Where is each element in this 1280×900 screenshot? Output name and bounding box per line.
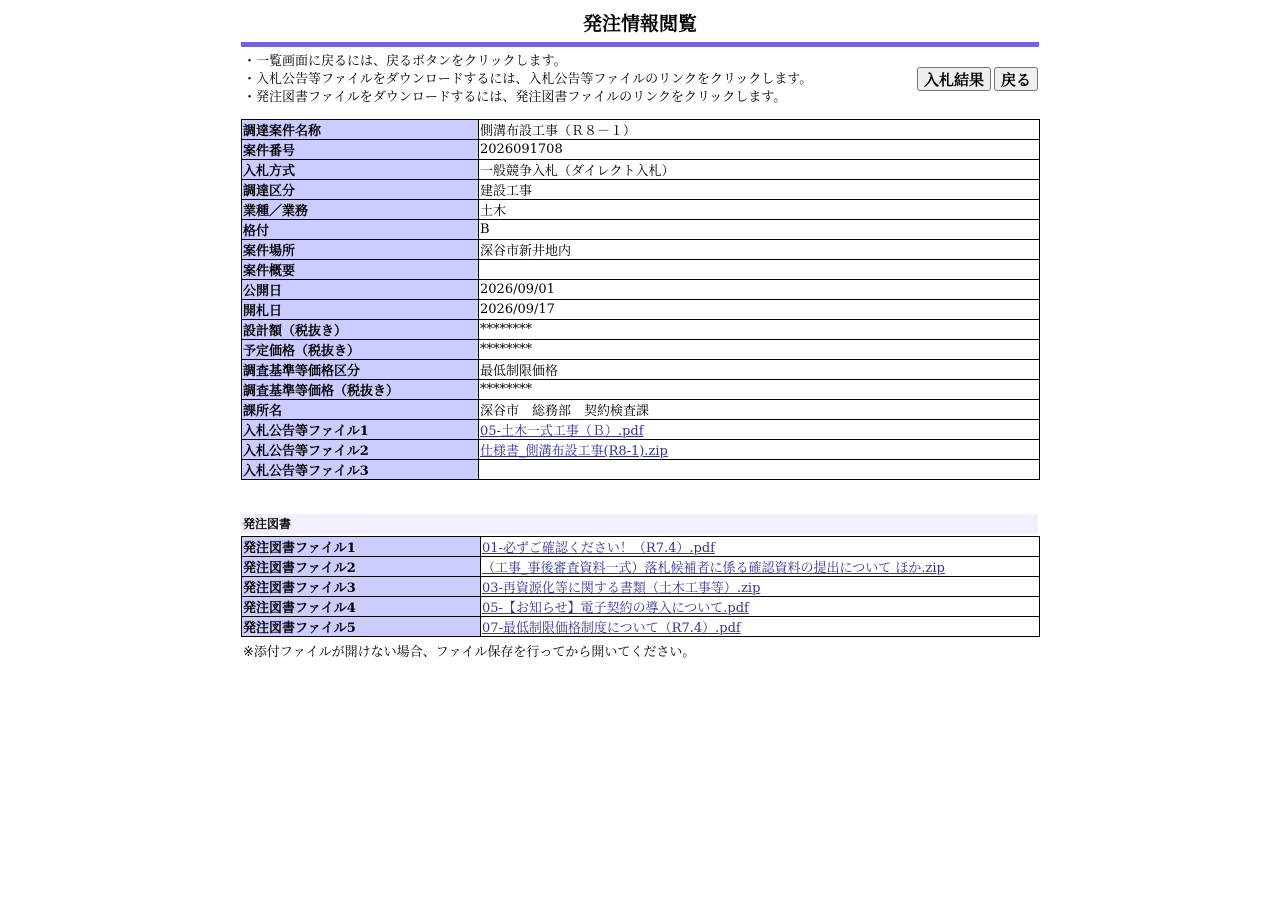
row-label: 発注図書ファイル1 — [242, 537, 481, 557]
drawings-section-heading: 発注図書 — [241, 514, 1038, 534]
row-label: 案件番号 — [242, 140, 479, 160]
row-label: 調査基準等価格区分 — [242, 360, 479, 380]
table-row — [242, 577, 1040, 597]
row-label: 業種／業務 — [242, 200, 479, 220]
drawing-file-link[interactable]: 07-最低制限価格制度について（R7.4）.pdf — [482, 621, 741, 636]
instruction-back: ・一覧画面に戻るには、戻るボタンをクリックします。 — [243, 54, 567, 69]
table-row — [242, 220, 1040, 240]
row-value: 側溝布設工事（Ｒ８－１） — [479, 120, 1040, 140]
row-label: 調達区分 — [242, 180, 479, 200]
row-value: 最低制限価格 — [479, 360, 1040, 380]
table-row — [242, 320, 1040, 340]
table-row — [242, 340, 1040, 360]
row-value: 2026/09/01 — [479, 280, 1040, 300]
row-value: ******** — [479, 340, 1040, 360]
table-row — [242, 597, 1040, 617]
drawing-file-link[interactable]: 03-再資源化等に関する書類（土木工事等）.zip — [482, 581, 761, 596]
row-label: 開札日 — [242, 300, 479, 320]
row-value — [479, 460, 1040, 480]
table-row — [242, 460, 1040, 480]
table-row — [242, 440, 1040, 460]
notice-file-link[interactable]: 仕様書_側溝布設工事(R8-1).zip — [480, 444, 668, 459]
notice-file-link[interactable]: 05-土木一式工事（Ｂ）.pdf — [480, 424, 644, 439]
row-value: ******** — [479, 380, 1040, 400]
table-row — [242, 280, 1040, 300]
row-value-cell — [481, 597, 1040, 617]
table-row — [242, 617, 1040, 637]
row-label: 調達案件名称 — [242, 120, 479, 140]
row-value-cell — [479, 440, 1040, 460]
row-value-cell — [481, 577, 1040, 597]
row-label: 発注図書ファイル3 — [242, 577, 481, 597]
order-info-table — [241, 119, 1040, 480]
row-value: 土木 — [479, 200, 1040, 220]
row-label: 予定価格（税抜き） — [242, 340, 479, 360]
page-title: 発注情報閲覧 — [582, 13, 697, 35]
table-row — [242, 420, 1040, 440]
row-value: ******** — [479, 320, 1040, 340]
table-row — [242, 300, 1040, 320]
action-buttons — [917, 67, 1038, 91]
table-row — [242, 160, 1040, 180]
row-label: 発注図書ファイル2 — [242, 557, 481, 577]
row-label: 格付 — [242, 220, 479, 240]
table-row — [242, 360, 1040, 380]
row-label: 入札方式 — [242, 160, 479, 180]
row-value: 一般競争入札（ダイレクト入札） — [479, 160, 1040, 180]
table-row — [242, 260, 1040, 280]
row-value-cell — [481, 557, 1040, 577]
row-value-cell — [481, 617, 1040, 637]
row-label: 入札公告等ファイル1 — [242, 420, 479, 440]
drawing-file-link[interactable]: 05-【お知らせ】電子契約の導入について.pdf — [482, 601, 749, 616]
row-label: 調査基準等価格（税抜き） — [242, 380, 479, 400]
table-row — [242, 200, 1040, 220]
drawings-table — [241, 536, 1040, 637]
drawing-file-link[interactable]: （工事_事後審査資料一式）落札候補者に係る確認資料の提出について ほか.zip — [482, 561, 945, 576]
row-label: 入札公告等ファイル3 — [242, 460, 479, 480]
attachment-note: ※添付ファイルが開けない場合、ファイル保存を行ってから開いてください。 — [243, 645, 696, 660]
back-button[interactable]: 戻る — [994, 67, 1038, 91]
row-value-cell — [479, 420, 1040, 440]
row-value: 2026/09/17 — [479, 300, 1040, 320]
table-row — [242, 400, 1040, 420]
table-row — [242, 140, 1040, 160]
row-label: 入札公告等ファイル2 — [242, 440, 479, 460]
row-value: B — [479, 220, 1040, 240]
table-row — [242, 380, 1040, 400]
row-value-cell — [481, 537, 1040, 557]
row-label: 公開日 — [242, 280, 479, 300]
row-label: 課所名 — [242, 400, 479, 420]
page-container — [241, 0, 1039, 660]
instruction-drawing-files: ・発注図書ファイルをダウンロードするには、発注図書ファイルのリンクをクリックします。 — [243, 90, 787, 105]
bid-results-button[interactable]: 入札結果 — [917, 67, 991, 91]
table-row — [242, 120, 1040, 140]
row-value — [479, 260, 1040, 280]
row-label: 発注図書ファイル4 — [242, 597, 481, 617]
row-value: 建設工事 — [479, 180, 1040, 200]
row-label: 案件場所 — [242, 240, 479, 260]
table-row — [242, 537, 1040, 557]
row-value: 深谷市 総務部 契約検査課 — [479, 400, 1040, 420]
drawing-file-link[interactable]: 01-必ずご確認ください！（R7.4）.pdf — [482, 541, 715, 556]
row-label: 案件概要 — [242, 260, 479, 280]
table-row — [242, 180, 1040, 200]
row-label: 設計額（税抜き） — [242, 320, 479, 340]
table-row — [242, 240, 1040, 260]
row-value: 2026091708 — [479, 140, 1040, 160]
instructions-area — [241, 47, 1039, 119]
row-value: 深谷市新井地内 — [479, 240, 1040, 260]
row-label: 発注図書ファイル5 — [242, 617, 481, 637]
instruction-notice-files: ・入札公告等ファイルをダウンロードするには、入札公告等ファイルのリンクをクリックします。 — [243, 72, 813, 87]
table-row — [242, 557, 1040, 577]
